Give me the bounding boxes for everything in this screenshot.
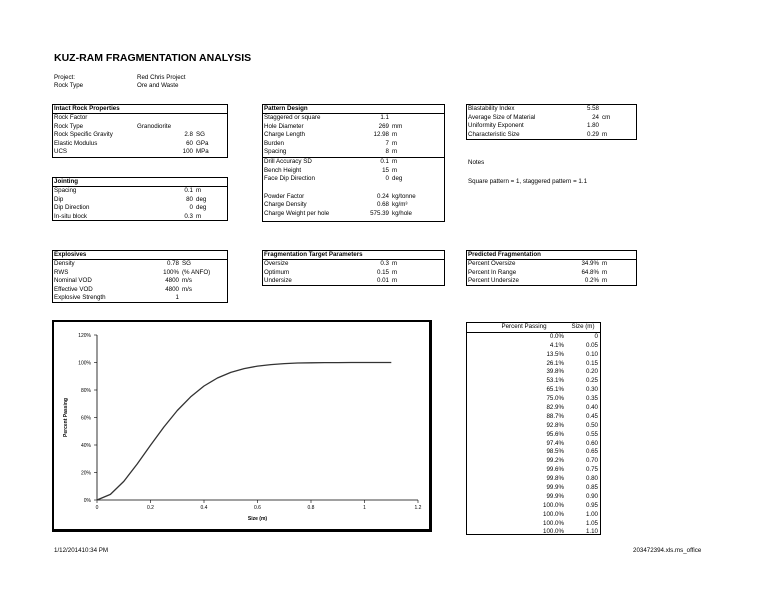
y-tick-label: 20% <box>80 470 91 477</box>
psd-table-row <box>467 333 600 342</box>
pattern-row-burden: Burden 7 m <box>264 139 398 147</box>
pattern-row-hole-diameter: Hole Diameter 269 mm <box>264 122 403 130</box>
pattern-row-charge-length: Charge Length 12.98 m <box>264 131 398 139</box>
psd-size-cell: 0.30 <box>585 386 598 394</box>
x-tick-label: 0.4 <box>200 505 208 511</box>
y-tick-label: 80% <box>80 387 91 394</box>
psd-size-cell: 0.20 <box>585 368 598 376</box>
intact-rock-box <box>52 104 228 158</box>
psd-table-body <box>467 333 600 537</box>
psd-table-row <box>467 520 600 529</box>
psd-size-cell: 0.60 <box>585 439 598 447</box>
psd-size-cell: 0.65 <box>585 448 598 456</box>
jointing-row-dip-direction: Dip Direction 0 deg <box>54 204 207 212</box>
rock-type-label: Rock Type <box>54 82 84 89</box>
y-tick-label: 60% <box>80 415 91 422</box>
psd-table-row <box>467 351 600 360</box>
explosives-row-nominal-vod: Nominal VOD 4800 m/s <box>54 277 192 285</box>
x-tick-label: 0.8 <box>307 505 315 511</box>
psd-table-row <box>467 413 600 422</box>
psd-size-cell: 0.40 <box>585 404 598 412</box>
project-label: Project: <box>54 74 75 81</box>
psd-size-cell: 0.80 <box>585 475 598 483</box>
targets-box <box>262 250 445 286</box>
psd-table-row <box>467 511 600 520</box>
psd-size-cell: 0 <box>594 332 598 340</box>
x-tick-label: 0.2 <box>147 505 154 511</box>
psd-percent-cell: 98.5% <box>546 448 564 456</box>
predicted-row-oversize: Percent Oversize 34.9% m <box>468 260 608 267</box>
jointing-header: Jointing <box>53 178 227 187</box>
psd-table-row <box>467 404 600 413</box>
y-tick-label: 40% <box>80 442 91 449</box>
explosives-row-density: Density 0.78 SG <box>54 260 191 267</box>
targets-row-undersize: Undersize 0.01 m <box>264 277 398 285</box>
psd-table-row <box>467 431 600 440</box>
psd-size-cell: 0.95 <box>585 501 598 509</box>
psd-percent-cell: 88.7% <box>546 412 564 420</box>
predicted-row-in-range: Percent In Range 64.8% m <box>468 268 608 276</box>
explosives-header: Explosives <box>53 251 227 260</box>
pattern-row-staggered: Staggered or square 1.1 <box>264 114 389 121</box>
blast-row-uniformity: Uniformity Exponent 1.80 <box>468 122 599 130</box>
project-value: Red Chris Project <box>137 74 186 81</box>
psd-table <box>466 322 601 535</box>
x-tick-label: 1 <box>363 505 366 511</box>
psd-percent-cell: 4.1% <box>549 341 564 349</box>
footer-timestamp: 1/12/201410:34 PM <box>54 547 109 554</box>
jointing-row-dip: Dip 80 deg <box>54 195 207 203</box>
psd-table-row <box>467 422 600 431</box>
psd-size-cell: 1.00 <box>585 510 598 518</box>
psd-percent-cell: 65.1% <box>546 386 564 394</box>
predicted-row-undersize: Percent Undersize 0.2% m <box>468 277 608 285</box>
explosives-box <box>52 250 228 303</box>
psd-table-row <box>467 484 600 493</box>
psd-percent-cell: 99.9% <box>546 484 564 492</box>
psd-table-row <box>467 386 600 395</box>
psd-chart <box>54 322 429 529</box>
psd-size-cell: 0.85 <box>585 484 598 492</box>
page-title: KUZ-RAM FRAGMENTATION ANALYSIS <box>54 52 252 64</box>
psd-size-cell: 0.50 <box>585 421 598 429</box>
psd-header-size: Size (m) <box>571 323 595 330</box>
psd-table-row <box>467 502 600 511</box>
rock-type-value: Ore and Waste <box>137 82 179 89</box>
pattern-row-charge-density: Charge Density 0.68 kg/m³ <box>264 201 408 209</box>
pattern-row-spacing: Spacing 8 m <box>263 148 444 158</box>
footer-filename: 203472394.xls.ms_office <box>633 547 702 554</box>
psd-size-cell: 0.25 <box>585 377 598 385</box>
pattern-row-drill-accuracy: Drill Accuracy SD 0.1 m <box>264 157 398 165</box>
psd-percent-cell: 99.2% <box>546 457 564 465</box>
blastability-box <box>466 104 637 140</box>
intact-row-rock-factor: Rock Factor <box>54 114 88 121</box>
jointing-row-insitu: In-situ block 0.3 m <box>54 212 202 220</box>
psd-table-row <box>467 395 600 404</box>
pattern-row-powder-factor: Powder Factor 0.24 kg/tonne <box>264 192 416 200</box>
explosives-row-strength: Explosive Strength 1 <box>54 294 179 302</box>
psd-percent-cell: 99.8% <box>546 475 564 483</box>
psd-percent-cell: 13.5% <box>546 350 564 358</box>
predicted-header: Predicted Fragmentation <box>467 251 636 260</box>
psd-table-header <box>467 323 600 333</box>
psd-table-row <box>467 457 600 466</box>
psd-percent-cell: 100.0% <box>543 501 564 509</box>
psd-percent-cell: 82.9% <box>546 404 564 412</box>
psd-table-row <box>467 368 600 377</box>
x-tick-label: 0.6 <box>254 505 261 511</box>
psd-size-cell: 0.10 <box>585 350 598 358</box>
psd-table-row <box>467 528 600 537</box>
jointing-row-spacing: Spacing 0.1 m <box>54 187 202 194</box>
psd-percent-cell: 99.6% <box>546 466 564 474</box>
blast-row-avg-size: Average Size of Material 24 cm <box>468 113 611 121</box>
blast-row-char-size: Characteristic Size 0.29 m <box>468 130 608 138</box>
pattern-row-charge-weight: Charge Weight per hole 575.39 kg/hole <box>264 209 412 217</box>
psd-chart-frame <box>52 320 432 532</box>
psd-table-row <box>467 377 600 386</box>
psd-table-row <box>467 440 600 449</box>
psd-table-row <box>467 448 600 457</box>
psd-percent-cell: 100.0% <box>543 519 564 527</box>
intact-row-ucs: UCS 100 MPa <box>54 148 209 156</box>
psd-percent-cell: 100.0% <box>543 528 564 536</box>
y-axis-label: Percent Passing <box>63 398 69 437</box>
targets-row-optimum: Optimum 0.15 m <box>264 268 398 276</box>
intact-row-rock-type: Rock Type Granodiorite <box>54 122 172 130</box>
psd-percent-cell: 97.4% <box>546 439 564 447</box>
intact-rock-header: Intact Rock Properties <box>53 105 227 114</box>
y-tick-label: 100% <box>78 360 91 367</box>
psd-percent-cell: 99.9% <box>546 492 564 500</box>
psd-size-cell: 0.45 <box>585 412 598 420</box>
psd-size-cell: 0.05 <box>585 341 598 349</box>
y-tick-label: 120% <box>78 332 91 339</box>
psd-percent-cell: 75.0% <box>546 395 564 403</box>
psd-percent-cell: 26.1% <box>546 359 564 367</box>
psd-size-cell: 0.15 <box>585 359 598 367</box>
psd-header-passing: Percent Passing <box>501 323 547 330</box>
pattern-header: Pattern Design <box>263 105 444 114</box>
psd-percent-cell: 95.6% <box>546 430 564 438</box>
psd-table-row <box>467 493 600 502</box>
psd-size-cell: 0.90 <box>585 492 598 500</box>
targets-row-oversize: Oversize 0.3 m <box>264 260 398 267</box>
pattern-box <box>262 104 445 222</box>
notes-label: Notes <box>468 159 485 166</box>
psd-table-row <box>467 342 600 351</box>
intact-row-sg: Rock Specific Gravity 2.8 SG <box>54 131 205 139</box>
series-line <box>97 363 391 501</box>
predicted-box <box>466 250 637 286</box>
notes-text: Square pattern = 1, staggered pattern = 1.1 <box>468 178 588 185</box>
blast-row-index: Blastability Index 5.58 <box>468 105 599 112</box>
pattern-row-face-dip: Face Dip Direction 0 deg <box>264 175 403 183</box>
pattern-row-bench-height: Bench Height 15 m <box>264 166 398 174</box>
psd-percent-cell: 100.0% <box>543 510 564 518</box>
psd-size-cell: 0.35 <box>585 395 598 403</box>
psd-percent-cell: 39.8% <box>546 368 564 376</box>
explosives-row-rws: RWS 100% (% ANFO) <box>54 268 211 276</box>
x-axis-label: Size (m) <box>247 516 268 522</box>
psd-size-cell: 1.05 <box>585 519 598 527</box>
psd-table-row <box>467 466 600 475</box>
targets-header: Fragmentation Target Parameters <box>263 251 444 260</box>
psd-percent-cell: 0.0% <box>549 332 564 340</box>
jointing-box <box>52 177 228 221</box>
psd-size-cell: 0.70 <box>585 457 598 465</box>
psd-percent-cell: 92.8% <box>546 421 564 429</box>
intact-row-modulus: Elastic Modulus 60 GPa <box>54 139 209 147</box>
psd-size-cell: 0.55 <box>585 430 598 438</box>
psd-size-cell: 0.75 <box>585 466 598 474</box>
explosives-row-effective-vod: Effective VOD 4800 m/s <box>54 285 192 293</box>
psd-table-row <box>467 475 600 484</box>
psd-table-row <box>467 360 600 369</box>
x-tick-label: 1.2 <box>414 505 422 511</box>
y-tick-label: 0% <box>83 497 91 504</box>
psd-percent-cell: 53.1% <box>546 377 564 385</box>
x-tick-label: 0 <box>95 505 99 511</box>
psd-size-cell: 1.10 <box>585 528 598 536</box>
